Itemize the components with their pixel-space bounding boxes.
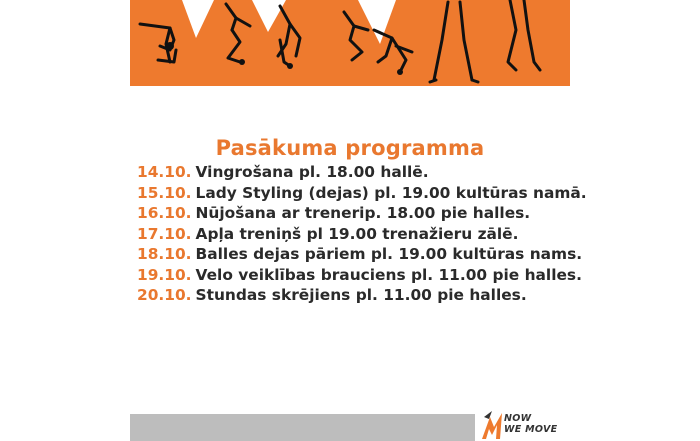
program-item-date: 20.10. [137, 286, 192, 304]
footer-bar [130, 414, 475, 441]
program-title: Pasākuma programma [215, 136, 485, 160]
program-item-date: 14.10. [137, 163, 192, 181]
program-item [137, 162, 587, 183]
program-list [137, 162, 587, 306]
program-item-text: Balles dejas pāriem pl. 19.00 kultūras nams. [195, 245, 583, 263]
program-item-date: 18.10. [137, 245, 192, 263]
logo-line-1: NOW [504, 413, 532, 424]
program-item [137, 224, 587, 245]
program-item-date: 19.10. [137, 265, 192, 284]
program-item [137, 244, 587, 265]
program-item-date: 17.10. [137, 224, 192, 243]
program-item-text: Velo veiklības brauciens pl. 11.00 pie halles. [195, 265, 582, 284]
program-item [137, 183, 587, 204]
program-item-text: Apļa treniņš pl 19.00 trenažieru zālē. [195, 224, 519, 243]
program-item [137, 265, 587, 286]
logo-line-2: WE MOVE [504, 424, 558, 435]
logo-wordmark [504, 413, 557, 435]
program-item-date: 16.10. [137, 204, 192, 222]
program-item-text: Vingrošana pl. 18.00 hallē. [195, 163, 429, 181]
program-item-text: Stundas skrējiens pl. 11.00 pie halles. [195, 286, 527, 304]
program-item-text: Nūjošana ar trenerip. 18.00 pie halles. [195, 204, 531, 222]
program-item [137, 285, 587, 306]
program-item-text: Lady Styling (dejas) pl. 19.00 kultūras namā. [195, 183, 587, 202]
program-item [137, 203, 587, 224]
program-item-date: 15.10. [137, 183, 192, 202]
